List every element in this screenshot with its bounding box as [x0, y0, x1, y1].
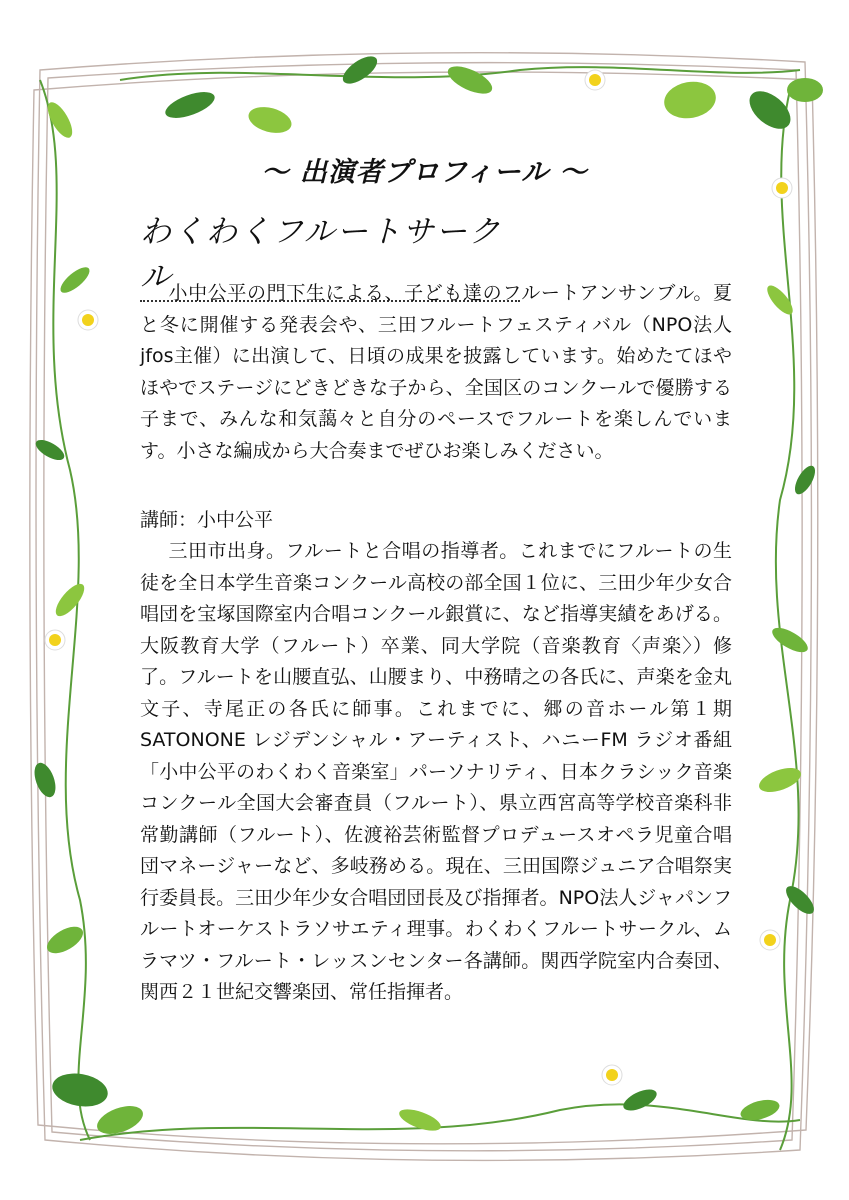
circle-title: わくわくフルートサークル: [140, 206, 520, 302]
instructor-bio-paragraph: 三田市出身。フルートと合唱の指導者。これまでにフルートの生徒を全日本学生音楽コンクール高校の部全国１位に、三田少年少女合唱団を宝塚国際室内合唱コンクール銀賞に、など指導実績をあげる。大阪教育大学（フルート）卒業、同大学院（音楽教育〈声楽〉）修了。フルートを山腰直弘、山腰まり、中務晴之の各氏に、声楽を金丸文子、寺尾正の各氏に師事。これまでに、郷の音ホール第１期SATONONE レジデンシャル・アーティスト、ハニーFM ラジオ番組「小中公平のわくわく音楽室」パーソナリティ、日本クラシック音楽コンクール全国大会審査員（フルート）、県立西宮高等学校音楽科非常勤講師（フルート）、佐渡裕芸術監督プロデュースオペラ児童合唱団マネージャーなど、多岐務める。現在、三田国際ジュニア合唱祭実行委員長。三田少年少女合唱団団長及び指揮者。NPO法人ジャパンフルートオーケストラソサエティ理事。わくわくフルートサークル、ムラマツ・フルート・レッスンセンター各講師。関西学院室内合奏団、関西２１世紀交響楽団、常任指揮者。: [140, 540, 732, 1003]
circle-intro-paragraph: 小中公平の門下生による、子ども達のフルートアンサンブル。夏と冬に開催する発表会や、三田フルートフェスティバル（NPO法人jfos主催）に出演して、日頃の成果を披露しています。始めたてほやほやでステージにどきどきな子から、全国区のコンクールで優勝する子まで、みんな和気藹々と自分のペースでフルートを楽しんでいます。小さな編成から大合奏までぜひお楽しみください。: [140, 282, 732, 462]
instructor-label: 講師：小中公平: [140, 509, 274, 531]
page-heading: ～ 出演者プロフィール ～: [261, 157, 588, 188]
